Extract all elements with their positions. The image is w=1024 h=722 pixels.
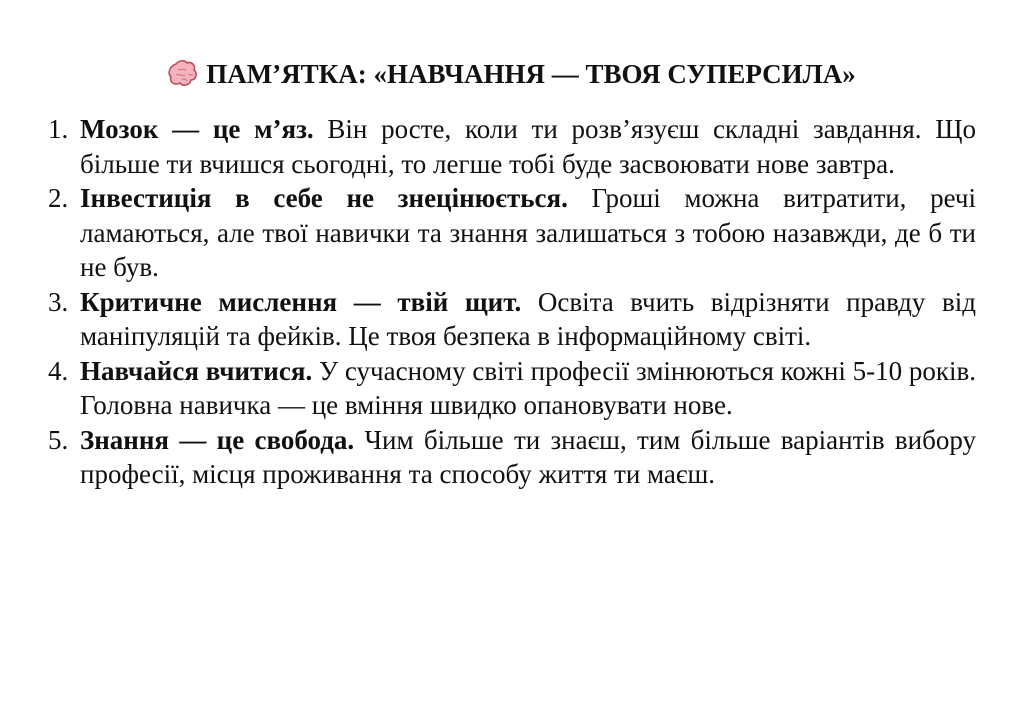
page-title — [0, 56, 1024, 92]
list-item — [48, 285, 976, 354]
title-text: ПАМ’ЯТКА: «НАВЧАННЯ — ТВОЯ СУПЕРСИЛА» — [206, 59, 856, 89]
item-text: Освіта вчить відрізняти правду від маніпуляцій та фейків. Це твоя безпека в інформаційному світі. — [80, 286, 977, 351]
list-item — [48, 112, 976, 181]
item-number: 1. — [48, 114, 69, 144]
item-text: У сучасному світі професії змінюються кожні 5-10 років. Головна навичка — це вміння швидко опановувати нове. — [80, 355, 977, 420]
item-heading: Знання — це свобода. — [80, 424, 355, 455]
item-number: 5. — [48, 424, 69, 455]
item-text: Він росте, коли ти розв’язуєш складні завдання. Що більше ти вчишся сьогодні, то легше тобі буде засвоювати нове завтра. — [80, 114, 977, 179]
list-item — [48, 423, 976, 492]
item-heading: Критичне мислення — твій щит. — [80, 286, 522, 317]
item-heading: Інвестиція в себе не знецінюється. — [80, 183, 568, 213]
item-heading: Навчайся вчитися. — [80, 355, 313, 386]
item-number: 4. — [48, 355, 69, 386]
list-item — [48, 181, 976, 285]
tips-list — [48, 112, 976, 492]
item-text: Гроші можна витратити, речі ламаються, але твої навички та знання залишаться з тобою назавжди, де б ти не був. — [80, 183, 976, 282]
brain-icon — [168, 60, 198, 88]
item-heading: Мозок — це м’яз. — [80, 114, 314, 144]
item-number: 3. — [48, 286, 69, 317]
item-text: Чим більше ти знаєш, тим більше варіантів вибору професії, місця проживання та способу життя ти маєш. — [80, 424, 977, 489]
item-number: 2. — [48, 183, 69, 213]
list-item — [48, 354, 976, 423]
